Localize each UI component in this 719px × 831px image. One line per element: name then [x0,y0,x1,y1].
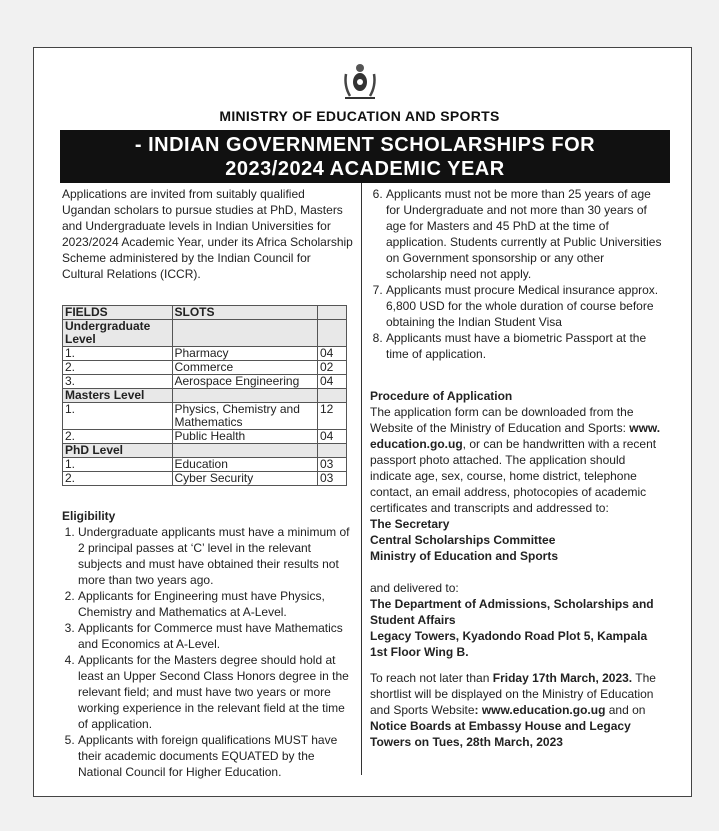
level-heading: Masters Level [63,389,173,403]
title-line-1: - INDIAN GOVERNMENT SCHOLARSHIPS FOR [134,134,596,156]
procedure-heading: Procedure of Application [370,389,513,403]
table-row [63,347,347,361]
table-row [63,472,347,486]
field-name: Commerce [172,361,318,375]
slot-count: 12 [318,403,347,430]
eligibility-item: 2. Applicants for Engineering must have Physics, Chemistry and Mathematics at A-Level. [78,588,354,620]
row-number: 2. [63,430,173,444]
field-name: Education [172,458,318,472]
deadline: Friday 17th March, 2023. [492,671,633,685]
empty-cell [318,320,347,347]
delivered-to: and delivered to: [370,581,459,595]
field-name: Pharmacy [172,347,318,361]
table-row [63,430,347,444]
field-name: Physics, Chemistry and Mathematics [172,403,318,430]
empty-cell [172,320,318,347]
table-row [63,403,347,430]
empty-cell [172,389,318,403]
table-row [63,375,347,389]
slot-count: 02 [318,361,347,375]
department: The Department of Admissions, Scholarships and Student Affairs [370,597,654,627]
eligibility-item: 4. Applicants for the Masters degree should hold at least an Upper Second Class Honors degree in the relevant field; and must have two years or more working experience in the relevant field at the time of application. [78,652,354,732]
procedure-paragraph [370,404,662,516]
website-link-2[interactable]: : www.education.go.ug [474,703,606,717]
table-row [63,361,347,375]
eligibility-list [62,524,354,780]
field-name: Aerospace Engineering [172,375,318,389]
eligibility-item: 1. Undergraduate applicants must have a minimum of 2 principal passes at ‘C’ level in the relevant subjects and must have obtained their results not more than two years ago. [78,524,354,588]
notice-boards: Notice Boards at Embassy House and Legacy Towers on Tues, 28th March, 2023 [370,719,631,749]
eligibility-item: 6. Applicants must not be more than 25 years of age for Undergraduate and not more than 30 years of age for Masters and 45 PhD at the time of application. Students currently at Public Universities on Government sponsorship or any other scholarship need not apply. [386,186,662,282]
eligibility-heading: Eligibility [62,509,116,523]
website-link[interactable]: www. education.go.ug [370,421,661,451]
text: and on [605,703,646,717]
header-count [318,306,347,320]
department-address: Legacy Towers, Kyadondo Road Plot 5, Kampala [370,629,648,643]
level-heading: PhD Level [63,444,173,458]
ministry-name: MINISTRY OF EDUCATION AND SPORTS [219,108,500,124]
slot-count: 04 [318,347,347,361]
empty-cell [318,389,347,403]
address-line-2: Central Scholarships Committee [370,533,556,547]
right-column [370,186,662,750]
slots-table [62,305,347,486]
uganda-coat-of-arms-icon [340,60,380,105]
empty-cell [172,444,318,458]
text: The shortlist will be displayed on the Ministry of Education and Sports Website [370,671,656,717]
deadline-paragraph [370,670,662,750]
header-slots: SLOTS [172,306,318,320]
eligibility-item: 3. Applicants for Commerce must have Mathematics and Economics at A-Level. [78,620,354,652]
slot-count: 04 [318,430,347,444]
left-column [62,186,354,780]
row-number: 2. [63,361,173,375]
eligibility-item: 5. Applicants with foreign qualifications MUST have their academic documents EQUATED by the National Council for Higher Education. [78,732,354,780]
slot-count: 04 [318,375,347,389]
eligibility-item: 8. Applicants must have a biometric Passport at the time of application. [386,330,662,362]
row-number: 1. [63,347,173,361]
row-number: 3. [63,375,173,389]
column-divider [361,183,362,775]
title-line-2: 2023/2024 ACADEMIC YEAR [225,158,505,180]
table-row [63,458,347,472]
text: , or can be handwritten with a recent passport photo attached. The application should indicate age, sex, course, home district, telephone contact, an email address, photocopies of academic certificates and transcripts and addressed to: [370,437,657,515]
department-floor: 1st Floor Wing B. [370,645,469,659]
field-name: Cyber Security [172,472,318,486]
header-fields: FIELDS [63,306,173,320]
text: The application form can be downloaded from the Website of the Ministry of Education and Sports: [370,405,634,435]
row-number: 1. [63,458,173,472]
address-line-3: Ministry of Education and Sports [370,549,559,563]
address-line-1: The Secretary [370,517,450,531]
eligibility-item: 7. Applicants must procure Medical insurance approx. 6,800 USD for the whole duration of course before obtaining the Indian Student Visa [386,282,662,330]
slot-count: 03 [318,472,347,486]
field-name: Public Health [172,430,318,444]
text: To reach not later than [370,671,493,685]
intro-paragraph: Applications are invited from suitably qualified Ugandan scholars to pursue studies at PhD, Masters and Undergraduate levels in Indian Universities for 2023/2024 Academic Year, under its Africa Scholarship Scheme administered by the Indian Council for Cultural Relations (ICCR). [62,187,353,281]
level-heading: Undergraduate Level [63,320,173,347]
eligibility-list-continued [370,186,662,362]
empty-cell [318,444,347,458]
slot-count: 03 [318,458,347,472]
row-number: 1. [63,403,173,430]
row-number: 2. [63,472,173,486]
title-banner [60,130,670,183]
